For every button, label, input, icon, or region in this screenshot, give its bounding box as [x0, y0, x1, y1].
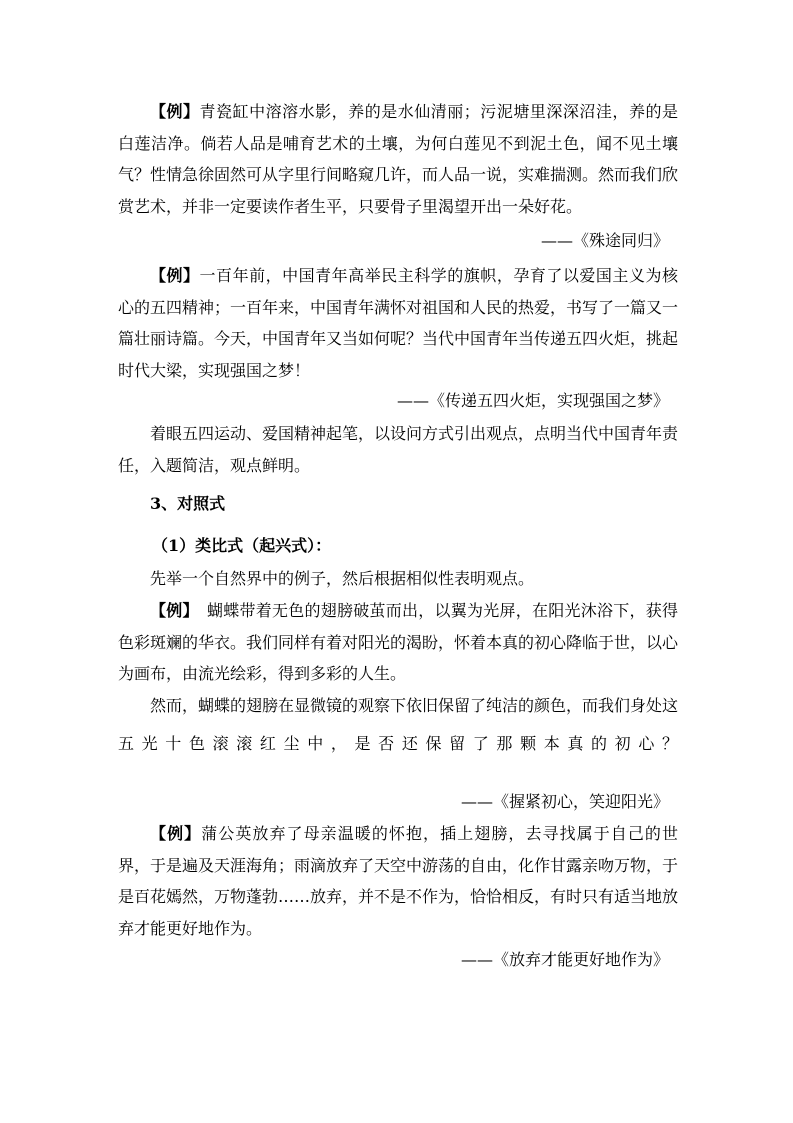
example-paragraph-3b [118, 690, 678, 722]
example-source-2: ——《传递五四火炬，实现强国之梦》 [396, 391, 669, 410]
example-paragraph-3c [118, 728, 678, 760]
example-mark: 【例】 [150, 601, 191, 620]
example-mark: 【例】 [150, 102, 200, 121]
example-body-3: 蝴蝶带着无色的翅膀破茧而出，以翼为光屏，在阳光沐浴下，获得色彩斑斓的华衣。我们同样有着对阳光的渴盼，怀着本真的初心降临于世，以心为画布，由流光绘彩，得到多彩的人生。 [118, 601, 679, 683]
subsection-intro-text: 先举一个自然界中的例子，然后根据相似性表明观点。 [150, 569, 535, 588]
example-paragraph-1 [118, 96, 678, 222]
example-mark: 【例】 [150, 266, 200, 285]
example-body-4: 蒲公英放弃了母亲温暖的怀抱，插上翅膀，去寻找属于自己的世界，于是遍及天涯海角；雨滴放弃了天空中游荡的自由，化作甘露亲吻万物，于是百花嫣然，万物蓬勃……放弃，并不是不作为，恰恰相反，有时只有适当地放弃才能更好地作为。 [118, 824, 679, 938]
example-paragraph-2 [118, 260, 678, 386]
example-text-2 [118, 260, 678, 386]
subsection-intro-paragraph [118, 563, 678, 595]
commentary-text: 着眼五四运动、爱国精神起笔，以设问方式引出观点，点明当代中国青年责任，入题简洁，观点鲜明。 [118, 424, 679, 475]
subsection-heading: （1）类比式（起兴式）： [152, 536, 332, 555]
example-body-2: 一百年前，中国青年高举民主科学的旗帜，孕育了以爱国主义为核心的五四精神；一百年来，中国青年满怀对祖国和人民的热爱，书写了一篇又一篇壮丽诗篇。今天，中国青年又当如何呢？当代中国青年当传递五四火炬，挑起时代大梁，实现强国之梦！ [118, 266, 679, 380]
example-source-3: ——《握紧初心，笑迎阳光》 [460, 792, 669, 811]
example-source-1: ——《殊途同归》 [540, 231, 669, 250]
example-text-1 [118, 96, 678, 222]
example-text-3 [118, 595, 678, 690]
example-body-1: 青瓷缸中溶溶水影，养的是水仙清丽；污泥塘里深深沼洼，养的是白莲洁净。倘若人品是哺育艺术的土壤，为何白莲见不到泥土色，闻不见土壤气？性情急徐固然可从字里行间略窥几许，而人品一说，实难揣测。然而我们欣赏艺术，并非一定要读作者生平，只要骨子里渴望开出一朵好花。 [118, 102, 679, 216]
example-paragraph-4 [118, 818, 678, 944]
section-heading: 3、对照式 [150, 494, 226, 513]
example-text-3b-line2: 五光十色滚滚红尘中，是否还保留了那颗本真的初心？ [118, 734, 678, 753]
example-mark: 【例】 [150, 824, 202, 843]
example-text-4 [118, 818, 678, 944]
example-paragraph-3 [118, 595, 678, 690]
example-source-4: ——《放弃才能更好地作为》 [460, 950, 669, 969]
example-text-3b-line1: 然而，蝴蝶的翅膀在显微镜的观察下依旧保留了纯洁的颜色，而我们身处这 [150, 696, 679, 715]
commentary-paragraph [118, 418, 678, 481]
